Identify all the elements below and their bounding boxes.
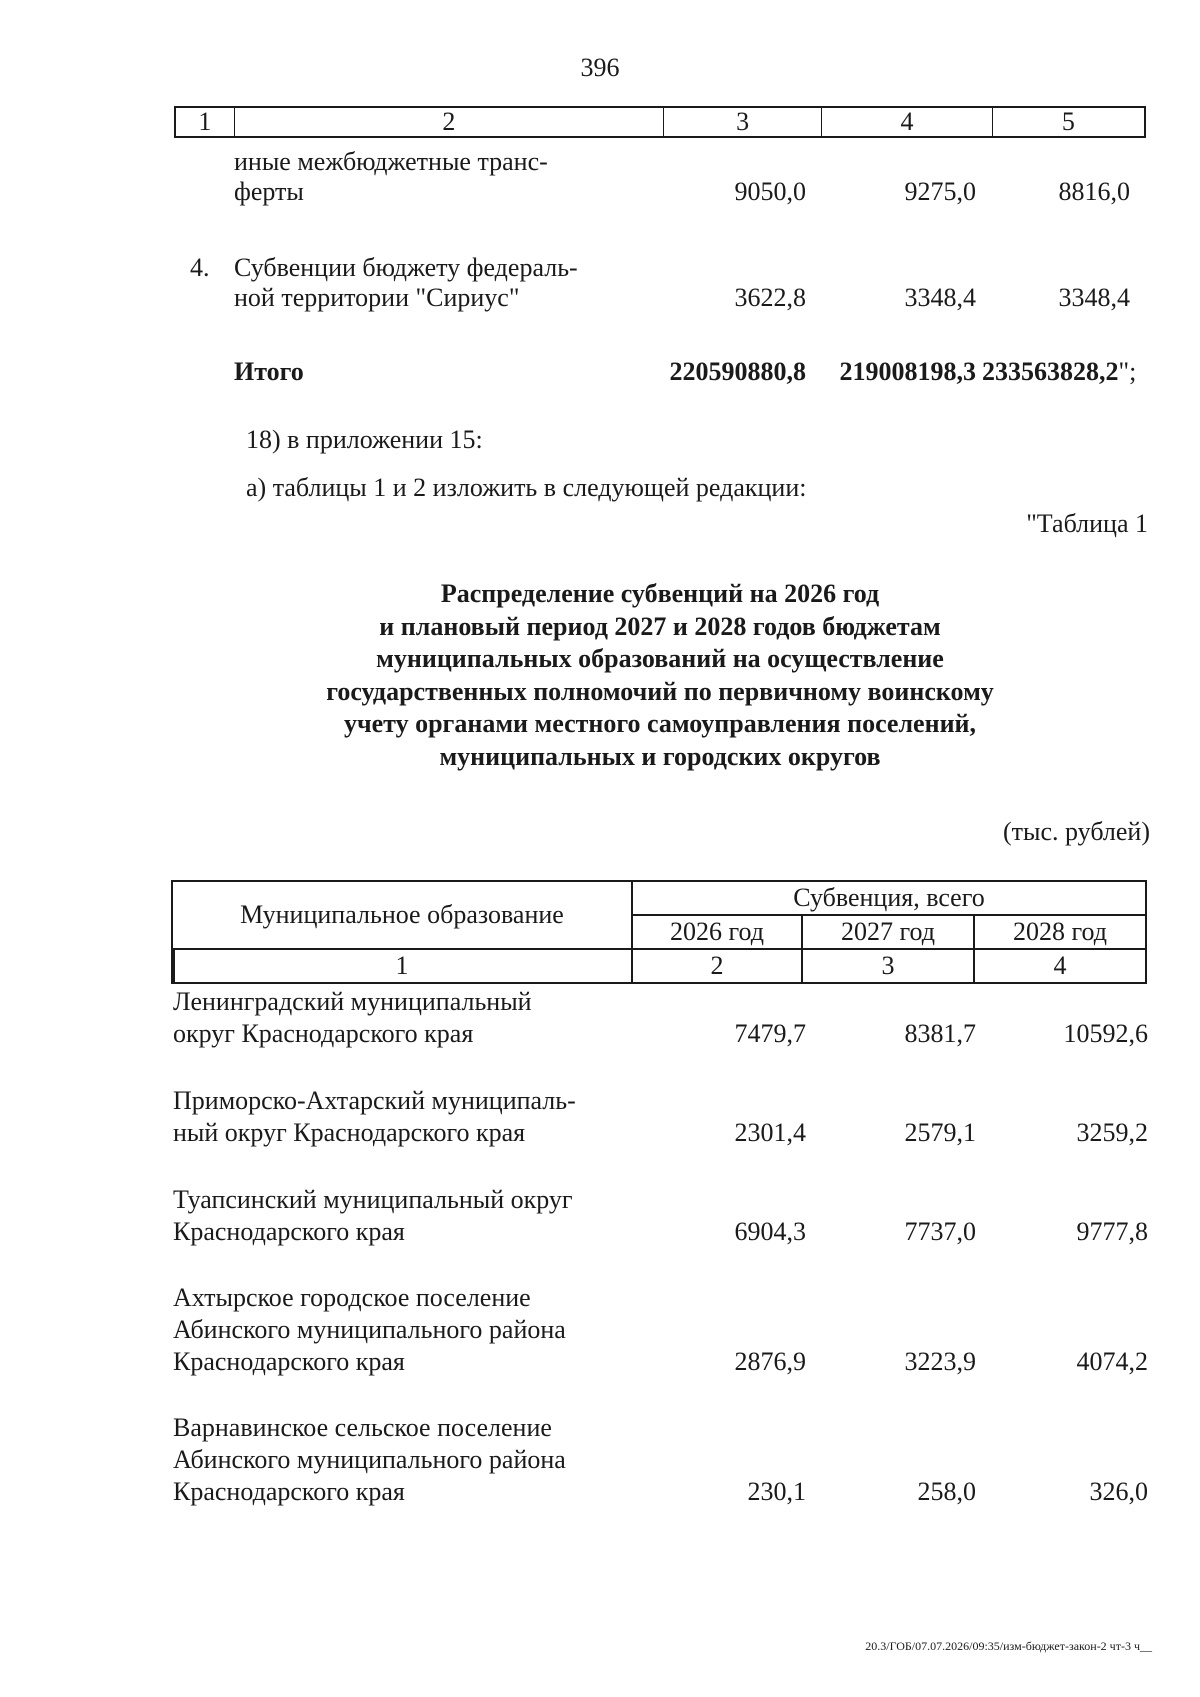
title-line: и плановый период 2027 и 2028 годов бюджетам: [379, 611, 941, 641]
row-value: 3622,8: [734, 283, 806, 312]
continuation-header-row: [174, 106, 1146, 138]
total-label: Итого: [234, 357, 304, 386]
cell-value: 258,0: [917, 1477, 976, 1506]
cell-value: 7479,7: [734, 1019, 806, 1048]
column-number: 1: [395, 951, 409, 980]
header-cell: 1: [198, 107, 212, 136]
cell-value: 10592,6: [1063, 1019, 1148, 1048]
cell-value: 8381,7: [904, 1019, 976, 1048]
title-line: учету органами местного самоуправления поселений,: [343, 709, 977, 738]
table-row-name: Туапсинский муниципальный округ Краснодарского края: [173, 1185, 573, 1246]
row-text-line: ферты: [234, 177, 304, 206]
page-number: 396: [580, 53, 620, 82]
column-header-year: 2028 год: [1013, 917, 1107, 946]
paragraph: 18) в приложении 15:: [246, 425, 483, 454]
header-cell: 3: [663, 108, 821, 136]
row-number: 4.: [190, 253, 210, 282]
row-value: 3348,4: [1058, 283, 1130, 312]
cell-value: 326,0: [1089, 1477, 1148, 1506]
units-label: (тыс. рублей): [1002, 817, 1150, 846]
cell-value: 4074,2: [1076, 1347, 1148, 1376]
header-cell: 2: [234, 108, 663, 136]
table-row-name: Варнавинское сельское поселение Абинского муниципального района Краснодарского края: [173, 1413, 566, 1506]
table-label: "Таблица 1: [1026, 509, 1148, 538]
cell-value: 9777,8: [1076, 1217, 1148, 1246]
cell-value: 7737,0: [904, 1217, 976, 1246]
row-text-line: ной территории "Сириус": [234, 283, 520, 312]
table-row-name: Ахтырское городское поселение Абинского муниципального района Краснодарского края: [173, 1283, 566, 1376]
cell-value: 3223,9: [904, 1347, 976, 1376]
header-cell: 4: [821, 108, 991, 136]
table-title: [200, 578, 1120, 773]
column-header-mo: Муниципальное образование: [240, 900, 564, 929]
row-value: 3348,4: [904, 283, 976, 312]
total-value-last: 233563828,2";: [982, 357, 1137, 386]
column-header-year: 2026 год: [670, 917, 764, 946]
table-row-name: Ленинградский муниципальный округ Краснодарского края: [173, 987, 532, 1048]
title-line: государственных полномочий по первичному воинскому: [326, 676, 994, 706]
row-value: 9275,0: [904, 177, 976, 206]
cell-value: 230,1: [747, 1477, 806, 1506]
row-value: 8816,0: [1058, 177, 1130, 206]
table-row: [234, 146, 634, 178]
title-line: муниципальных и городских округов: [439, 741, 881, 771]
row-text-line: иные межбюджетные транс-: [234, 147, 548, 176]
footer-code: 20.3/ГОБ/07.07.2026/09:35/изм-бюджет-закон-2 чт-3 ч__: [865, 1639, 1152, 1653]
total-value: 219008198,3: [839, 357, 976, 386]
cell-value: 2876,9: [734, 1347, 806, 1376]
cell-value: 2301,4: [734, 1118, 806, 1147]
cell-value: 6904,3: [734, 1217, 806, 1246]
table-header: [171, 880, 1147, 984]
column-number: 2: [710, 951, 724, 980]
column-number: 4: [1053, 951, 1067, 980]
header-cell: 5: [992, 108, 1144, 136]
title-line: муниципальных образований на осуществление: [376, 644, 944, 673]
column-header-subvention: Субвенция, всего: [793, 883, 985, 912]
total-value: 220590880,8: [669, 357, 806, 386]
cell-value: 2579,1: [904, 1118, 976, 1147]
column-number: 3: [881, 951, 895, 980]
column-header-year: 2027 год: [841, 917, 935, 946]
paragraph: а) таблицы 1 и 2 изложить в следующей редакции:: [246, 473, 807, 502]
row-text-line: Субвенции бюджету федераль-: [234, 253, 578, 282]
table-row-name: Приморско-Ахтарский муниципаль- ный округ Краснодарского края: [173, 1086, 576, 1147]
row-value: 9050,0: [734, 177, 806, 206]
cell-value: 3259,2: [1076, 1118, 1148, 1147]
title-line: Распределение субвенций на 2026 год: [440, 579, 880, 608]
